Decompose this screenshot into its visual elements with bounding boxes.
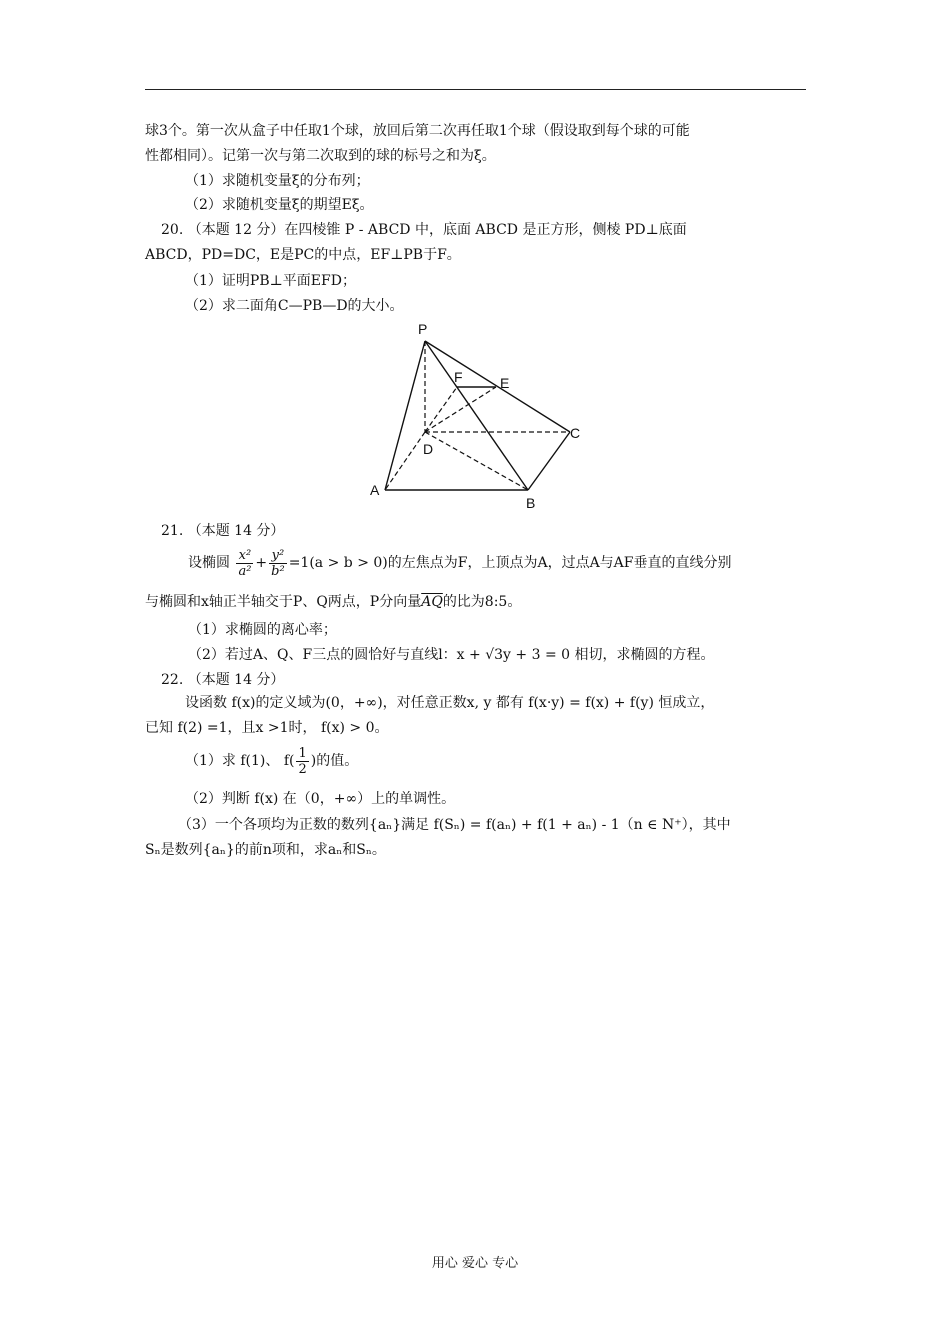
label-C: C [570, 425, 581, 441]
text-line: Sₙ是数列{aₙ}的前n项和，求aₙ和Sₙ。 [145, 842, 386, 858]
header-rule [145, 89, 806, 90]
text-line: 已知 f(2) =1，且x >1时， f(x) > 0。 [145, 720, 389, 736]
fraction-x2-a2: $\frac{\text{x²}}{\text{a²}}$ [238, 547, 252, 579]
edge-PB [425, 341, 528, 490]
text-line: 设函数 f(x)的定义域为(0，+∞)，对任意正数x, y 都有 f(x·y) = f(x) + f(y) 恒成立， [185, 695, 715, 711]
fraction-one-half: $\frac{1}{2}$ [298, 745, 307, 777]
label-A: A [370, 482, 380, 498]
text-segment: =1(a > b > 0)的左焦点为F，上顶点为A，过点A与AF垂直的直线分别 [288, 555, 732, 571]
text-line: ABCD，PD=DC，E是PC的中点，EF⊥PB于F。 [145, 247, 461, 263]
text-line: 球3个。第一次从盒子中任取1个球，放回后第二次再任取1个球（假设取到每个球的可能 [145, 123, 690, 139]
edge-PA [385, 341, 425, 490]
vector-AQ: $\overline{AQ}$ [421, 594, 443, 610]
page-footer: 用心 爱心 专心 [431, 1256, 519, 1271]
problem-21-heading: 21. （本题 14 分） [161, 523, 285, 539]
pyramid-figure [360, 318, 600, 513]
label-F: F [454, 369, 463, 385]
label-D: D [423, 441, 434, 457]
text-line: （2）求二面角C—PB—D的大小。 [185, 298, 404, 314]
text-segment: 设椭圆 [188, 555, 230, 571]
text-line: （1）求椭圆的离心率； [188, 622, 337, 638]
text-line: （2）判断 f(x) 在（0，+∞）上的单调性。 [185, 791, 456, 807]
text-line: 性都相同）。记第一次与第二次取到的球的标号之和为ξ。 [145, 148, 496, 164]
text-line: （2）求随机变量ξ的期望Eξ。 [185, 197, 374, 213]
edge-DB [425, 432, 528, 490]
label-B: B [526, 495, 536, 511]
ellipse-equation-line: 设椭圆 $\frac{\text{x²}}{\text{a²}}$ + $\frac{\text{y²}}{\text{b²}}$ =1(a > b > 0)的左焦点为F，上顶点为A，过点A与AF垂直的直线分别 [188, 547, 732, 579]
edge-DA [385, 432, 425, 490]
problem-20-heading: 20. （本题 12 分）在四棱锥 P - ABCD 中，底面 ABCD 是正方形，侧棱 PD⊥底面 [161, 222, 687, 238]
edge-DE [425, 387, 496, 432]
text-line: （2）若过A、Q、F三点的圆恰好与直线l：x + √3y + 3 = 0 相切，求椭圆的方程。 [188, 647, 715, 663]
text-line: （1）求随机变量ξ的分布列； [185, 173, 370, 189]
edge-DF [425, 387, 457, 432]
label-E: E [500, 375, 510, 391]
text-line: （1）证明PB⊥平面EFD； [185, 273, 356, 289]
text-line: （3）一个各项均为正数的数列{aₙ}满足 f(Sₙ) = f(aₙ) + f(1 + aₙ) - 1（n ∈ N⁺），其中 [178, 817, 731, 833]
edge-BC [528, 432, 570, 490]
text-line: 与椭圆和x轴正半轴交于P、Q两点，P分向量$\overline{AQ}$的比为8:5。 [145, 594, 522, 610]
text-line: （1）求 f(1)、 f( $\frac{1}{2}$ )的值。 [185, 745, 359, 777]
label-P: P [418, 321, 428, 337]
fraction-y2-b2: $\frac{\text{y²}}{\text{b²}}$ [271, 547, 285, 579]
problem-22-heading: 22. （本题 14 分） [161, 672, 285, 688]
